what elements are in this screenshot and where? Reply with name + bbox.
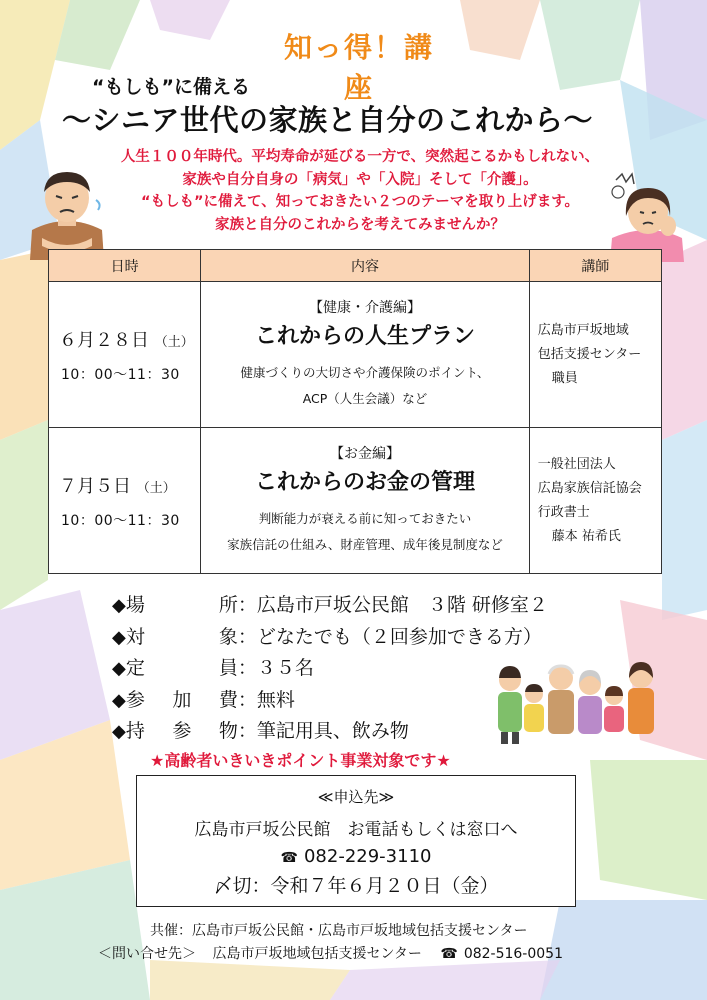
lecturer-line: 行政書士 <box>537 504 590 520</box>
session-date: ６月２８日 <box>59 329 149 351</box>
info-row <box>112 622 548 654</box>
application-heading: ≪申込先≫ <box>317 788 395 806</box>
inquiry-org: 広島市戸坂地域包括支援センター <box>212 946 422 962</box>
application-deadline: 〆切：令和７年６月２０日（金） <box>213 875 499 897</box>
info-value: 無料 <box>256 688 295 711</box>
lecturer-line: 広島市戸坂地域 <box>537 322 629 338</box>
session-weekday: （土） <box>154 334 194 350</box>
phone-number[interactable]: 082-229-3110 <box>303 846 432 867</box>
session-category: 【お金編】 <box>330 446 400 462</box>
table-row <box>49 282 662 428</box>
family-illustration <box>488 652 678 744</box>
session-desc: 健康づくりの大切さや介護保険のポイント、 <box>240 365 490 380</box>
table-header-row <box>49 250 662 282</box>
worried-woman-illustration <box>598 166 688 262</box>
telephone-icon: ☎ <box>280 850 298 866</box>
info-colon: ： <box>237 594 257 616</box>
session-category: 【健康・介護編】 <box>309 300 421 316</box>
info-value: 広島市戸坂公民館 ３階 研修室２ <box>256 594 548 616</box>
diamond-icon: ◆ <box>112 689 126 711</box>
lecturer-line: 職員 <box>551 370 578 386</box>
intro-line: “もしも”に備えて、知っておきたい２つのテーマを取り上げます。 <box>140 194 580 210</box>
inquiry-line <box>98 943 563 963</box>
table-row <box>49 428 662 574</box>
lecturer-cell <box>529 282 661 428</box>
intro-line: 家族や自分自身の「病気」や「入院」そして「介護」。 <box>182 171 538 188</box>
info-label: 対 象 <box>125 625 238 648</box>
session-title: これからの人生プラン <box>254 324 475 349</box>
lecturer-line: 広島家族信託協会 <box>537 480 642 496</box>
event-info-list <box>112 590 548 748</box>
page-title: ～シニア世代の家族と自分のこれから～ <box>62 103 594 137</box>
session-desc: ACP（人生会議）など <box>302 391 428 406</box>
info-colon: ： <box>237 625 257 648</box>
header-date: 日時 <box>49 250 201 282</box>
content-cell <box>201 282 530 428</box>
cohost-text: 共催：広島市戸坂公民館・広島市戸坂地域包括支援センター <box>150 923 528 939</box>
diamond-icon: ◆ <box>112 626 126 648</box>
info-label: 定 員 <box>125 657 238 679</box>
intro-line: 人生１００年時代。平均寿命が延びる一方で、突然起こるかもしれない、 <box>120 149 600 165</box>
info-row <box>112 590 548 622</box>
info-colon: ： <box>237 688 257 711</box>
subtitle: “もしも”に備える <box>92 76 250 98</box>
diamond-icon: ◆ <box>112 721 126 742</box>
date-cell <box>49 428 201 574</box>
session-desc: 家族信託の仕組み、財産管理、成年後見制度など <box>227 537 503 552</box>
header-content: 内容 <box>201 250 530 282</box>
lecturer-cell <box>529 428 661 574</box>
telephone-icon: ☎ <box>440 946 458 962</box>
info-label: 場 所 <box>125 594 238 616</box>
diamond-icon: ◆ <box>112 595 126 616</box>
course-badge: 知っ得！講座 <box>283 31 434 104</box>
lecturer-line: 包括支援センター <box>537 346 642 362</box>
info-row <box>112 685 548 717</box>
info-value: どなたでも（２回参加できる方） <box>256 625 542 648</box>
content-cell <box>201 428 530 574</box>
diamond-icon: ◆ <box>112 658 126 679</box>
lecturer-line: 一般社団法人 <box>537 456 616 472</box>
session-date: ７月５日 <box>59 475 131 497</box>
header-lecturer: 講師 <box>529 250 661 282</box>
application-box <box>136 775 576 907</box>
lecturer-line: 藤本 祐希氏 <box>551 528 621 544</box>
inquiry-label: ＜問い合せ先＞ <box>98 946 196 962</box>
info-row <box>112 653 548 685</box>
session-weekday: （土） <box>136 480 176 496</box>
application-place: 広島市戸坂公民館 お電話もしくは窓口へ <box>194 820 518 840</box>
intro-line: 家族と自分のこれからを考えてみませんか？ <box>215 216 505 233</box>
info-value: ３５名 <box>256 657 314 679</box>
date-cell <box>49 282 201 428</box>
info-colon: ： <box>237 657 257 679</box>
info-row <box>112 716 548 748</box>
info-label: 持参物 <box>125 720 238 742</box>
info-label: 参加費 <box>125 688 238 711</box>
point-program-note: ★高齢者いきいきポイント事業対象です★ <box>150 751 451 770</box>
session-time: 10：00～11：30 <box>61 512 180 529</box>
session-desc: 判断能力が衰える前に知っておきたい <box>258 511 472 526</box>
session-title: これからのお金の管理 <box>254 470 475 495</box>
inquiry-phone[interactable]: 082-516-0051 <box>463 946 563 962</box>
info-colon: ： <box>237 720 257 742</box>
session-time: 10：00～11：30 <box>61 366 180 383</box>
schedule-table <box>48 249 662 574</box>
application-phone <box>137 846 575 867</box>
intro-text <box>110 146 610 236</box>
worried-man-illustration <box>22 160 112 260</box>
info-value: 筆記用具、飲み物 <box>256 720 409 742</box>
